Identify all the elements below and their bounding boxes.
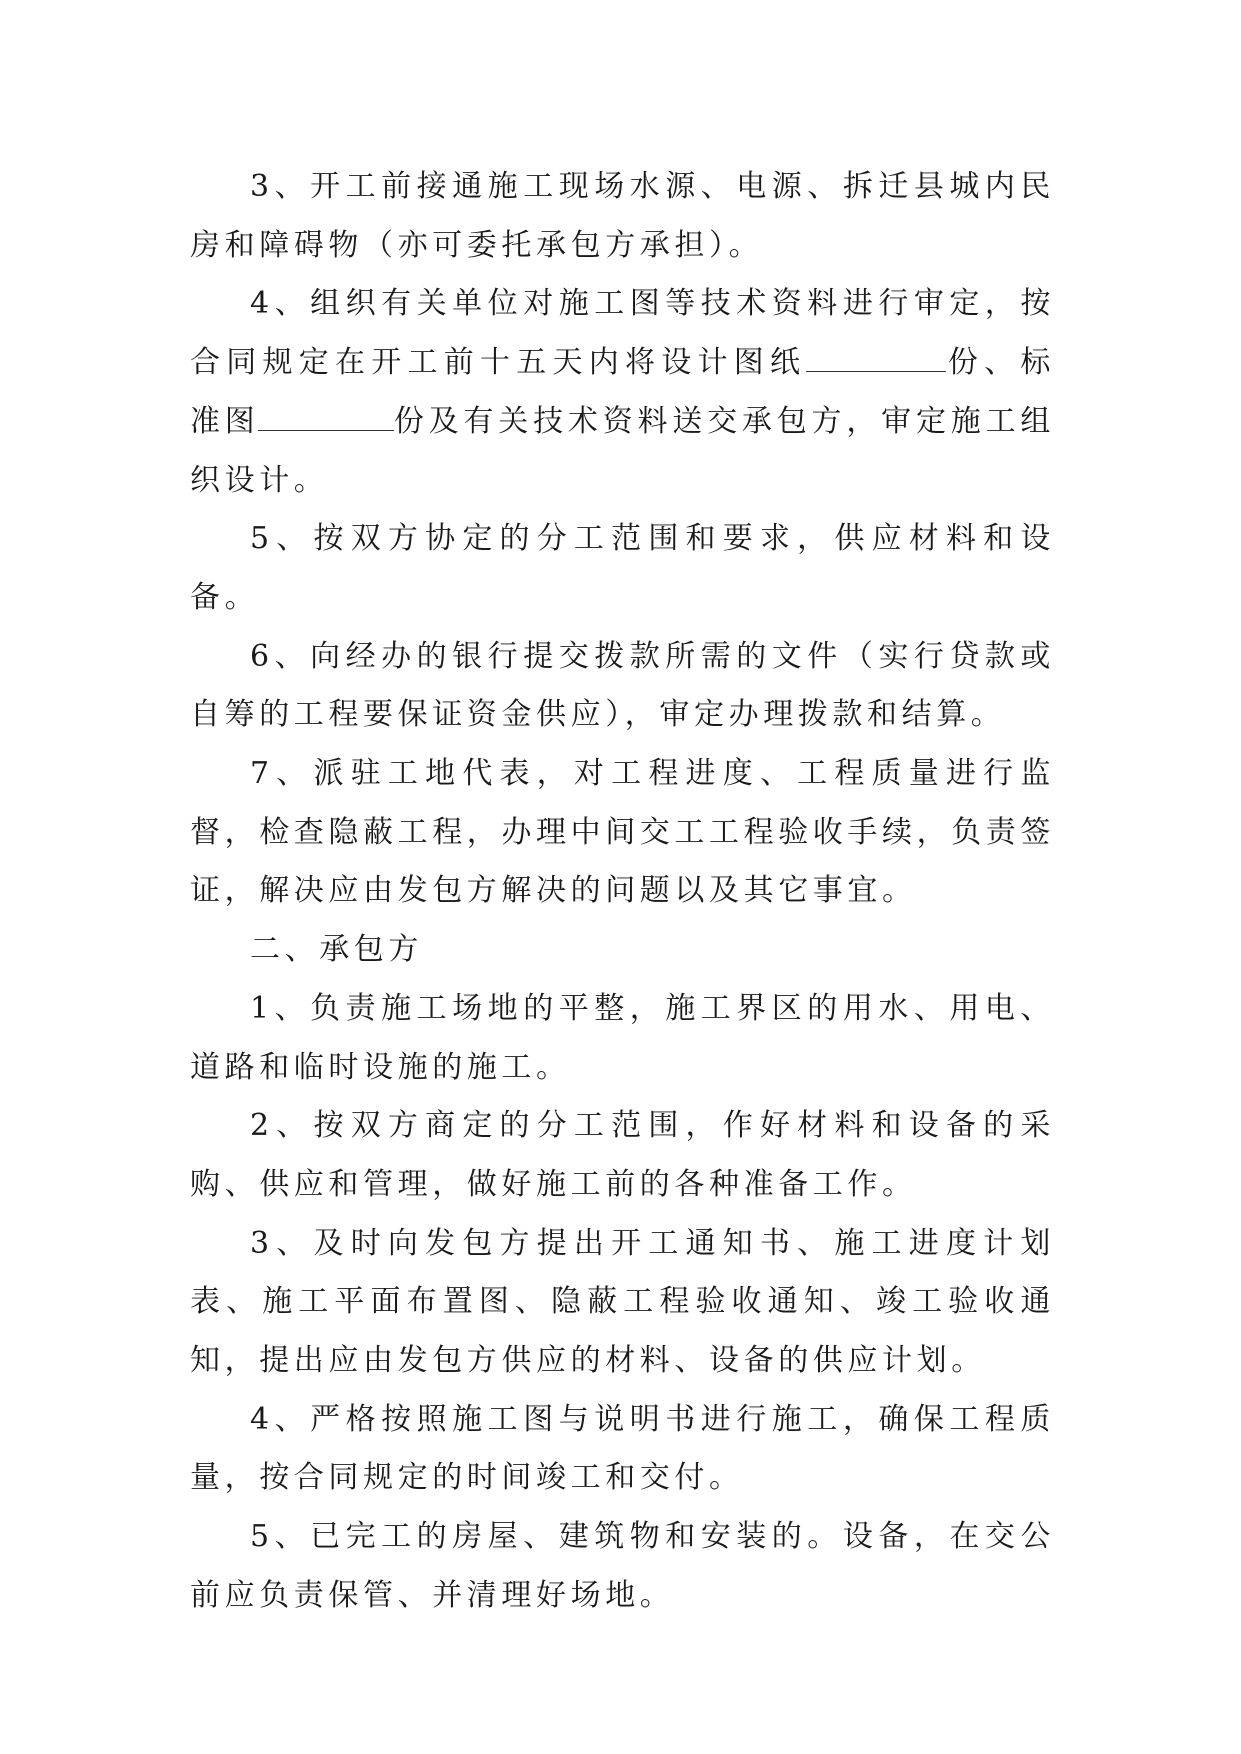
design-drawing-copies-blank (806, 345, 946, 372)
paragraph-construction-quality: 4、严格按照施工图与说明书进行施工，确保工程质量，按合同规定的时间竣工和交付。 (190, 1401, 1055, 1496)
paragraph-material-supply: 5、按双方协定的分工范围和要求，供应材料和设备。 (190, 521, 1055, 615)
paragraph-drawing-review-text-3: 份及有关技术资料送交承包方，审定施工组织设计。 (190, 403, 1055, 498)
paragraph-drawing-review (190, 275, 1055, 510)
paragraph-site-representative: 7、派驻工地代表，对工程进度、工程质量进行监督，检查隐蔽工程，办理中间交工工程验收手续，负责签证，解决应由发包方解决的问题以及其它事宜。 (190, 756, 1055, 909)
paragraph-bank-documents: 6、向经办的银行提交拨款所需的文件（实行贷款或自筹的工程要保证资金供应），审定办理拨款和结算。 (190, 638, 1055, 733)
section-heading-contractor: 二、承包方 (250, 932, 423, 968)
standard-drawing-copies-blank (258, 404, 394, 431)
paragraph-procurement: 2、按双方商定的分工范围，作好材料和设备的采购、供应和管理，做好施工前的各种准备工作。 (190, 1108, 1055, 1202)
document-body (190, 158, 1055, 1626)
paragraph-drawing-review-text-2: 份、标准图 (190, 345, 1055, 439)
paragraph-utility-connection: 3、开工前接通施工现场水源、电源、拆迁县城内民房和障碍物（亦可委托承包方承担）。 (190, 169, 1055, 263)
paragraph-site-leveling: 1、负责施工场地的平整，施工界区的用水、用电、道路和临时设施的施工。 (190, 990, 1055, 1085)
paragraph-drawing-review-text-1: 4、组织有关单位对施工图等技术资料进行审定，按合同规定在开工前十五天内将设计图纸 (190, 286, 1055, 381)
paragraph-site-custody: 5、已完工的房屋、建筑物和安装的。设备，在交公前应负责保管、并清理好场地。 (190, 1519, 1055, 1613)
paragraph-notifications: 3、及时向发包方提出开工通知书、施工进度计划表、施工平面布置图、隐蔽工程验收通知、竣工验收通知，提出应由发包方供应的材料、设备的供应计划。 (190, 1225, 1055, 1379)
